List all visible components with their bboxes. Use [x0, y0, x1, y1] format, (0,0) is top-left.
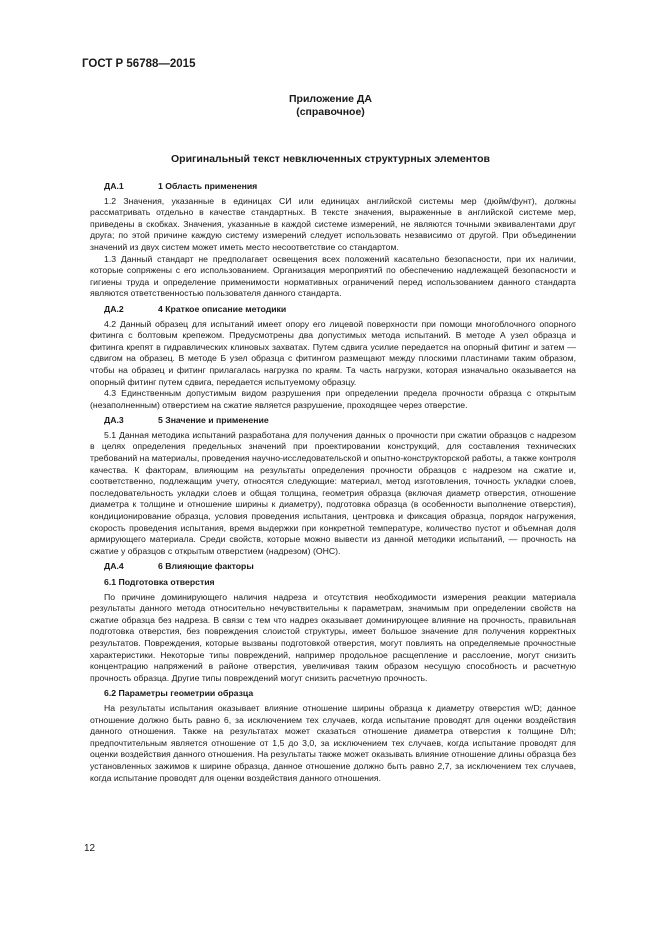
section-title: 4 Краткое описание методики — [158, 303, 287, 314]
standard-header: ГОСТ Р 56788—2015 — [82, 58, 196, 70]
section-title: 1 Область применения — [158, 181, 258, 191]
page-number: 12 — [84, 843, 96, 854]
section-heading — [104, 181, 576, 193]
paragraph: 4.3 Единственным допустимым видом разрушения при определении предела прочности образца с открытым (незаполненным) отверстием на сжатие является разрушение, проходящее через отверстие. — [90, 388, 576, 410]
paragraph: По причине доминирующего наличия надреза и отсутствия необходимости измерения реакции материала результаты данного метода относительно нечувствительны к параметрам, значимым при определении свойств на сжатие образца без надреза. В связи с тем что надрез оказывает доминирующее влияние на прочность, правильная подготовка отверстия, без повреждения слоистой структуры, имеет большое значение для получения корректных результатов. Повреждения, которые вызваны подготовкой отверстия, могут повлиять на определяемые прочностные характеристики. Некоторые типы повреждений, например продольное расщепление и расслоение, могут снизить концентрацию напряжений в районе отверстия, увеличивая таким образом несущую способность и расчетную прочность образца. Другие типы повреждений могут снизить расчетную прочность. — [90, 591, 576, 683]
section-heading — [104, 561, 576, 573]
paragraph: На результаты испытания оказывает влияние отношение ширины образца к диаметру отверстия w/D; данное отношение должно быть равно 6, за исключением тех случаев, когда испытание проводят для оценки воздействия данного отношения. Также на результатах может сказаться отношение диаметра отверстия к толщине D/h; предпочтительным является отношение от 1,5 до 3,0, за исключением тех случаев, когда испытание проводят для оценки воздействия данного отношения. На результаты также может оказывать влияние отношение длины образца без установленных зажимов к ширине образца, данное отношение должно быть равно 2,7, за исключением тех случаев, когда испытание проводят для оценки воздействия данного отношения. — [90, 702, 576, 783]
annex-heading — [0, 93, 661, 119]
paragraph: 1.3 Данный стандарт не предполагает освещения всех положений касательно безопасности, при их наличии, которые сопряжены с его использованием. Организация мероприятий по обеспечению надлежащей безопасности и гигиены труда и определение применимости нормативных ограничений перед использованием данного стандарта являются ответственностью пользователя данного стандарта. — [90, 253, 576, 299]
section-title: 5 Значение и применение — [158, 415, 269, 426]
section-number: ДА.1 — [104, 181, 124, 191]
paragraph: 1.2 Значения, указанные в единицах СИ или единицах английской системы мер (дюйм/фунт), должны рассматривать отдельно в качестве стандартных. В тексте значения, выраженные в английской системе мер, приведены в скобках. Значения, указанные в каждой системе измерений, не являются точными эквивалентами друг друга; по этой причине каждую систему измерений следует использовать независимо от другой. При объединении значений из двух систем может иметь место несоответствие со стандартом. — [90, 195, 576, 252]
section-number: ДА.3 — [104, 415, 124, 426]
subsection-title: 6.2 Параметры геометрии образца — [104, 688, 254, 699]
section-number: ДА.4 — [104, 561, 124, 572]
paragraph: 5.1 Данная методика испытаний разработана для получения данных о прочности при сжатии образцов с надрезом в целях определения предельных значений при проектировании конструкций, для составления технических требований на материалы, проведения научно-исследовательской и опытно-конструкторской работы, а также контроля качества. К факторам, влияющим на результаты определения прочности образцов с надрезом на сжатие и, соответственно, подлежащим учету, относятся следующие: материал, метод изготовления, точность укладки слоев, последовательность укладки слоев и общая толщина, геометрия образца (включая диаметр отверстия, отношение диаметра к толщине и отношение ширины к диаметру), подготовка образца (в особенности выполнение отверстия), кондиционирование образца, условия проведения испытания, центровка и фиксация образца, порядок нагружения, скорость проведения испытания, время выдержки при конкретной температуре, количество пустот и объемная доля армирующего материала. Среди свойств, которые можно вывести из данной методики испытаний, — прочность на сжатие у образцов с открытым отверстием (надрезом) (ОНС). — [90, 429, 576, 556]
section-heading — [104, 415, 576, 427]
subsection-title: 6.1 Подготовка отверстия — [104, 577, 215, 587]
annex-title: Приложение ДА — [289, 93, 372, 105]
document-body — [90, 177, 576, 784]
section-heading — [104, 304, 576, 316]
annex-type: (справочное) — [296, 106, 365, 118]
paragraph: 4.2 Данный образец для испытаний имеет опору его лицевой поверхности при помощи многоблочного опорного фитинга с болтовым крепежом. Предусмотрены два допустимых метода испытаний. В методе А узел образца и фитинга крепят в гидравлических клиновых захватах. Путем сдвига усилие передается на опорный фитинг и затем — сдвигом на образец. В методе Б узел образца с фитингом размещают между плоскими пластинами таким образом, чтобы на образец и фитинг прилагалась нагрузка по краям. Та часть нагрузки, которая изначально оказывается на опорный фитинг путем сдвига, передается испытуемому образцу. — [90, 318, 576, 387]
main-title: Оригинальный текст невключенных структурных элементов — [171, 153, 490, 165]
section-number: ДА.2 — [104, 303, 124, 314]
section-title: 6 Влияющие факторы — [158, 561, 254, 572]
